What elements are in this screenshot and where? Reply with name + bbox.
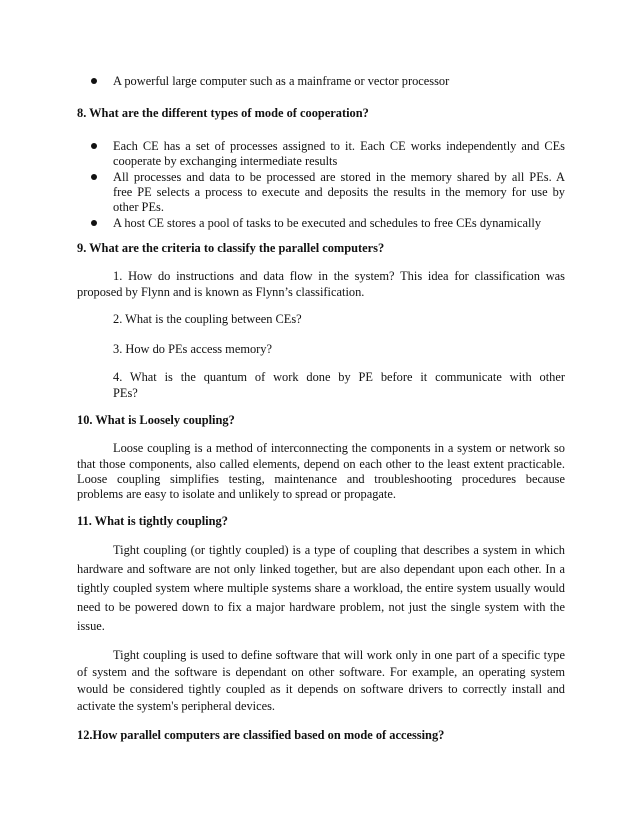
q9-criterion-3: 3. How do PEs access memory? <box>113 342 272 356</box>
q8-bullet-2-line-2: free PE selects a process to execute and deposits the results in the memory for use by <box>113 185 565 199</box>
q8-bullet-3: A host CE stores a pool of tasks to be executed and schedules to free CEs dynamically <box>113 216 542 230</box>
q8-bullet-2-line-1: All processes and data to be processed are stored in the memory shared by all PEs. A <box>113 170 565 184</box>
q10-para-line-3: Loose coupling simplifies testing, maintenance and troubleshooting procedures because <box>77 472 565 486</box>
question-10-heading: 10. What is Loosely coupling? <box>77 413 235 427</box>
q9-criterion-1-line-1: 1. How do instructions and data flow in the system? This idea for classification was <box>113 269 565 283</box>
question-9-heading: 9. What are the criteria to classify the parallel computers? <box>77 241 385 255</box>
q9-criterion-4-line-1: 4. What is the quantum of work done by PE before it communicate with other <box>113 370 565 384</box>
q10-para-line-1: Loose coupling is a method of interconnecting the components in a system or network so <box>113 441 565 455</box>
bullet-text: A powerful large computer such as a mainframe or vector processor <box>113 74 450 88</box>
q11-para2-line-2: of system and the software is dependant on other software. For example, an operating system <box>77 665 565 679</box>
q11-para2-line-3: would be considered tightly coupled as it depends on software drivers to correctly install and <box>77 682 565 696</box>
q8-bullet-2-line-3: other PEs. <box>113 200 164 214</box>
bullet-icon <box>91 174 97 180</box>
bullet-icon <box>91 78 97 84</box>
question-8-heading: 8. What are the different types of mode of cooperation? <box>77 106 369 120</box>
q11-para2-line-4: activate the system's peripheral devices. <box>77 699 275 713</box>
question-11-heading: 11. What is tightly coupling? <box>77 514 228 528</box>
q11-para1-line-5: issue. <box>77 619 105 633</box>
q11-para1-line-1: Tight coupling (or tightly coupled) is a type of coupling that describes a system in which <box>113 543 565 557</box>
q10-para-line-2: that those components, also called elements, depend on each other to the least extent practicable. <box>77 457 565 471</box>
question-12-heading: 12.How parallel computers are classified based on mode of accessing? <box>77 728 445 742</box>
q10-para-line-4: problems are easy to isolate and unlikely to spread or propagate. <box>77 487 396 501</box>
q11-para1-line-2: hardware and software are not only linked together, but are also dependant upon each other. In a <box>77 562 565 576</box>
q11-para1-line-4: need to be powered down to fix a major hardware problem, not just the single system with the <box>77 600 565 614</box>
bullet-icon <box>91 143 97 149</box>
bullet-icon <box>91 220 97 226</box>
q9-criterion-4-line-2: PEs? <box>113 386 138 400</box>
q11-para2-line-1: Tight coupling is used to define software that will work only in one part of a specific type <box>113 648 565 662</box>
q9-criterion-2: 2. What is the coupling between CEs? <box>113 312 302 326</box>
q8-bullet-1-line-1: Each CE has a set of processes assigned to it. Each CE works independently and CEs <box>113 139 565 153</box>
q11-para1-line-3: tightly coupled system where multiple systems share a workload, the entire system usually would <box>77 581 565 595</box>
q8-bullet-1-line-2: cooperate by exchanging intermediate results <box>113 154 338 168</box>
q9-criterion-1-line-2: proposed by Flynn and is known as Flynn’s classification. <box>77 285 365 299</box>
